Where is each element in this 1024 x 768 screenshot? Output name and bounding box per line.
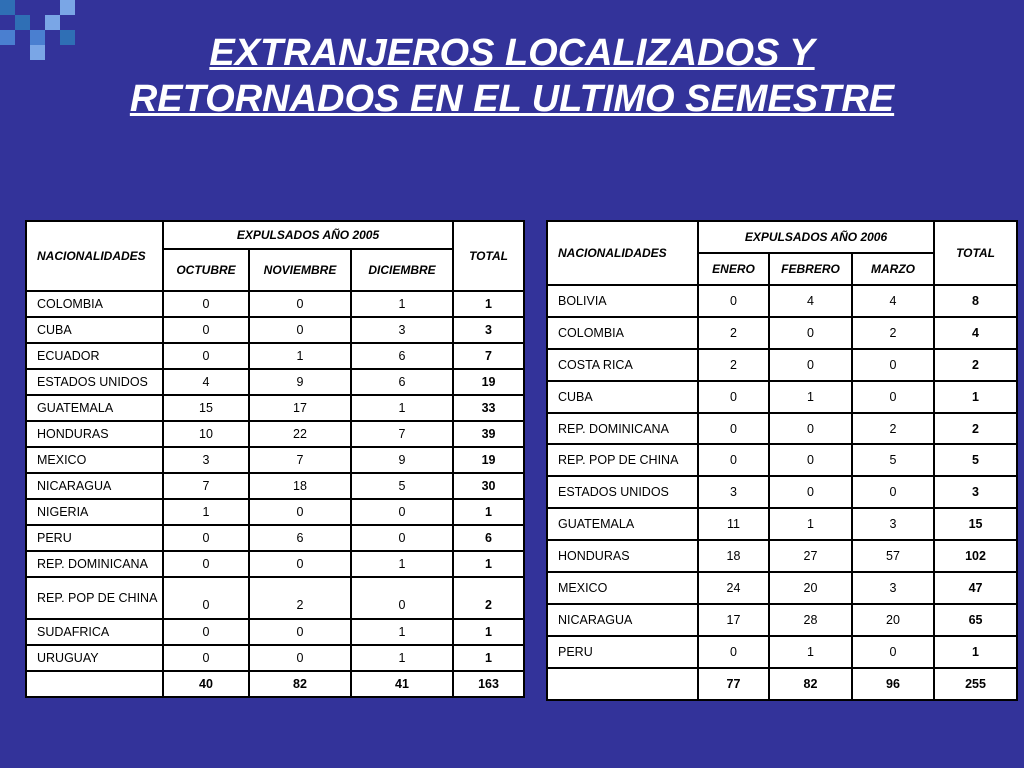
month-1-cell: 7 — [163, 473, 249, 499]
month-2-cell: 0 — [769, 444, 852, 476]
month-3-cell: 0 — [351, 499, 453, 525]
totals-row — [547, 668, 1017, 700]
total-cell: 1 — [453, 551, 524, 577]
totals-row — [26, 671, 524, 697]
table-row — [26, 619, 524, 645]
total-cell: 30 — [453, 473, 524, 499]
month-2-cell: 7 — [249, 447, 351, 473]
month-3-cell: 7 — [351, 421, 453, 447]
grand-total-cell: 255 — [934, 668, 1017, 700]
total-cell: 2 — [453, 577, 524, 619]
decor-square — [60, 0, 75, 15]
month-3-cell: 20 — [852, 604, 934, 636]
nationality-cell: REP. POP DE CHINA — [547, 444, 698, 476]
month-1-cell: 0 — [698, 444, 769, 476]
nationality-cell: PERU — [26, 525, 163, 551]
month-3-cell: 0 — [351, 577, 453, 619]
month-2-cell: 1 — [769, 381, 852, 413]
month-1-cell: 0 — [163, 525, 249, 551]
month-2-cell: 0 — [249, 551, 351, 577]
month-3-cell: 0 — [852, 381, 934, 413]
table-row — [547, 508, 1017, 540]
total-cell: 2 — [934, 413, 1017, 445]
header-month: FEBRERO — [769, 253, 852, 285]
month-3-cell: 2 — [852, 413, 934, 445]
month-3-cell: 1 — [351, 291, 453, 317]
total-cell: 1 — [453, 619, 524, 645]
header-group-2005: EXPULSADOS AÑO 2005 — [163, 221, 453, 249]
column-total-cell: 82 — [769, 668, 852, 700]
month-3-cell: 1 — [351, 619, 453, 645]
month-2-cell: 1 — [249, 343, 351, 369]
total-cell: 1 — [453, 645, 524, 671]
table-row — [547, 413, 1017, 445]
month-2-cell: 28 — [769, 604, 852, 636]
slide-title-line-2: RETORNADOS EN EL ULTIMO SEMESTRE — [129, 78, 895, 120]
total-cell: 19 — [453, 369, 524, 395]
month-2-cell: 2 — [249, 577, 351, 619]
table-row — [26, 343, 524, 369]
month-1-cell: 0 — [163, 291, 249, 317]
month-3-cell: 6 — [351, 369, 453, 395]
month-1-cell: 0 — [163, 317, 249, 343]
nationality-cell: URUGUAY — [26, 645, 163, 671]
nationality-cell: PERU — [547, 636, 698, 668]
month-3-cell: 1 — [351, 645, 453, 671]
decor-square — [0, 0, 15, 15]
totals-label-cell — [547, 668, 698, 700]
month-3-cell: 0 — [852, 349, 934, 381]
month-1-cell: 18 — [698, 540, 769, 572]
header-month: OCTUBRE — [163, 249, 249, 291]
month-2-cell: 9 — [249, 369, 351, 395]
expelled-2005-table — [25, 220, 525, 698]
table-row — [547, 636, 1017, 668]
total-cell: 3 — [453, 317, 524, 343]
table-row — [26, 577, 524, 619]
total-cell: 65 — [934, 604, 1017, 636]
column-total-cell: 96 — [852, 668, 934, 700]
header-total: TOTAL — [453, 221, 524, 291]
table-row — [26, 645, 524, 671]
nationality-cell: GUATEMALA — [26, 395, 163, 421]
month-1-cell: 1 — [163, 499, 249, 525]
month-3-cell: 5 — [852, 444, 934, 476]
total-cell: 7 — [453, 343, 524, 369]
month-1-cell: 0 — [698, 413, 769, 445]
nationality-cell: ESTADOS UNIDOS — [26, 369, 163, 395]
month-1-cell: 0 — [698, 636, 769, 668]
month-2-cell: 0 — [769, 413, 852, 445]
table-row — [547, 604, 1017, 636]
table-row — [26, 421, 524, 447]
table-row — [26, 369, 524, 395]
month-1-cell: 0 — [163, 577, 249, 619]
month-3-cell: 1 — [351, 551, 453, 577]
month-2-cell: 4 — [769, 285, 852, 317]
month-3-cell: 6 — [351, 343, 453, 369]
total-cell: 1 — [453, 291, 524, 317]
slide-title-line-1: EXTRANJEROS LOCALIZADOS Y — [209, 32, 815, 74]
nationality-cell: MEXICO — [26, 447, 163, 473]
table-row — [547, 476, 1017, 508]
month-3-cell: 9 — [351, 447, 453, 473]
header-month: DICIEMBRE — [351, 249, 453, 291]
total-cell: 1 — [453, 499, 524, 525]
month-1-cell: 0 — [163, 551, 249, 577]
month-2-cell: 0 — [249, 317, 351, 343]
table-row — [26, 473, 524, 499]
nationality-cell: ECUADOR — [26, 343, 163, 369]
nationality-cell: GUATEMALA — [547, 508, 698, 540]
month-1-cell: 0 — [163, 645, 249, 671]
total-cell: 3 — [934, 476, 1017, 508]
total-cell: 8 — [934, 285, 1017, 317]
month-3-cell: 4 — [852, 285, 934, 317]
column-total-cell: 82 — [249, 671, 351, 697]
month-1-cell: 3 — [163, 447, 249, 473]
decor-square — [45, 15, 60, 30]
month-1-cell: 17 — [698, 604, 769, 636]
month-1-cell: 2 — [698, 317, 769, 349]
month-3-cell: 0 — [852, 636, 934, 668]
total-cell: 47 — [934, 572, 1017, 604]
table-row — [547, 540, 1017, 572]
month-3-cell: 3 — [351, 317, 453, 343]
header-month: MARZO — [852, 253, 934, 285]
header-nationalities: NACIONALIDADES — [547, 221, 698, 285]
month-3-cell: 3 — [852, 572, 934, 604]
column-total-cell: 40 — [163, 671, 249, 697]
month-1-cell: 0 — [163, 343, 249, 369]
table-row — [547, 317, 1017, 349]
month-3-cell: 0 — [351, 525, 453, 551]
table-row — [547, 572, 1017, 604]
nationality-cell: BOLIVIA — [547, 285, 698, 317]
month-1-cell: 2 — [698, 349, 769, 381]
nationality-cell: COLOMBIA — [26, 291, 163, 317]
month-2-cell: 0 — [769, 476, 852, 508]
month-3-cell: 2 — [852, 317, 934, 349]
month-1-cell: 15 — [163, 395, 249, 421]
month-1-cell: 4 — [163, 369, 249, 395]
month-3-cell: 0 — [852, 476, 934, 508]
table-row — [547, 381, 1017, 413]
column-total-cell: 77 — [698, 668, 769, 700]
nationality-cell: COLOMBIA — [547, 317, 698, 349]
total-cell: 19 — [453, 447, 524, 473]
month-2-cell: 0 — [249, 291, 351, 317]
nationality-cell: NICARAGUA — [26, 473, 163, 499]
total-cell: 2 — [934, 349, 1017, 381]
total-cell: 15 — [934, 508, 1017, 540]
total-cell: 33 — [453, 395, 524, 421]
table-row — [547, 349, 1017, 381]
month-2-cell: 0 — [769, 317, 852, 349]
table-row — [26, 447, 524, 473]
month-1-cell: 24 — [698, 572, 769, 604]
table-row — [26, 551, 524, 577]
header-total: TOTAL — [934, 221, 1017, 285]
month-1-cell: 0 — [698, 381, 769, 413]
slide-title — [0, 30, 1024, 122]
month-2-cell: 18 — [249, 473, 351, 499]
table-row — [26, 291, 524, 317]
expelled-2006-table — [546, 220, 1018, 701]
month-1-cell: 0 — [163, 619, 249, 645]
nationality-cell: REP. DOMINICANA — [26, 551, 163, 577]
table-row — [26, 525, 524, 551]
total-cell: 6 — [453, 525, 524, 551]
month-1-cell: 11 — [698, 508, 769, 540]
month-3-cell: 1 — [351, 395, 453, 421]
month-2-cell: 20 — [769, 572, 852, 604]
nationality-cell: HONDURAS — [26, 421, 163, 447]
header-month: NOVIEMBRE — [249, 249, 351, 291]
header-month: ENERO — [698, 253, 769, 285]
total-cell: 5 — [934, 444, 1017, 476]
total-cell: 1 — [934, 381, 1017, 413]
table-row — [26, 395, 524, 421]
month-2-cell: 0 — [249, 645, 351, 671]
nationality-cell: NIGERIA — [26, 499, 163, 525]
nationality-cell: COSTA RICA — [547, 349, 698, 381]
table-row — [26, 499, 524, 525]
header-group-2006: EXPULSADOS AÑO 2006 — [698, 221, 934, 253]
total-cell: 39 — [453, 421, 524, 447]
nationality-cell: REP. POP DE CHINA — [26, 577, 163, 619]
month-2-cell: 1 — [769, 636, 852, 668]
month-2-cell: 0 — [249, 499, 351, 525]
total-cell: 102 — [934, 540, 1017, 572]
nationality-cell: MEXICO — [547, 572, 698, 604]
month-2-cell: 27 — [769, 540, 852, 572]
nationality-cell: REP. DOMINICANA — [547, 413, 698, 445]
month-1-cell: 0 — [698, 285, 769, 317]
month-2-cell: 1 — [769, 508, 852, 540]
total-cell: 4 — [934, 317, 1017, 349]
month-3-cell: 3 — [852, 508, 934, 540]
month-1-cell: 3 — [698, 476, 769, 508]
table-row — [547, 285, 1017, 317]
month-1-cell: 10 — [163, 421, 249, 447]
nationality-cell: HONDURAS — [547, 540, 698, 572]
month-2-cell: 22 — [249, 421, 351, 447]
grand-total-cell: 163 — [453, 671, 524, 697]
column-total-cell: 41 — [351, 671, 453, 697]
totals-label-cell — [26, 671, 163, 697]
month-2-cell: 6 — [249, 525, 351, 551]
month-3-cell: 5 — [351, 473, 453, 499]
month-3-cell: 57 — [852, 540, 934, 572]
month-2-cell: 0 — [769, 349, 852, 381]
nationality-cell: ESTADOS UNIDOS — [547, 476, 698, 508]
total-cell: 1 — [934, 636, 1017, 668]
nationality-cell: SUDAFRICA — [26, 619, 163, 645]
month-2-cell: 17 — [249, 395, 351, 421]
nationality-cell: NICARAGUA — [547, 604, 698, 636]
decor-square — [15, 15, 30, 30]
nationality-cell: CUBA — [547, 381, 698, 413]
nationality-cell: CUBA — [26, 317, 163, 343]
table-row — [547, 444, 1017, 476]
table-row — [26, 317, 524, 343]
header-nationalities: NACIONALIDADES — [26, 221, 163, 291]
month-2-cell: 0 — [249, 619, 351, 645]
